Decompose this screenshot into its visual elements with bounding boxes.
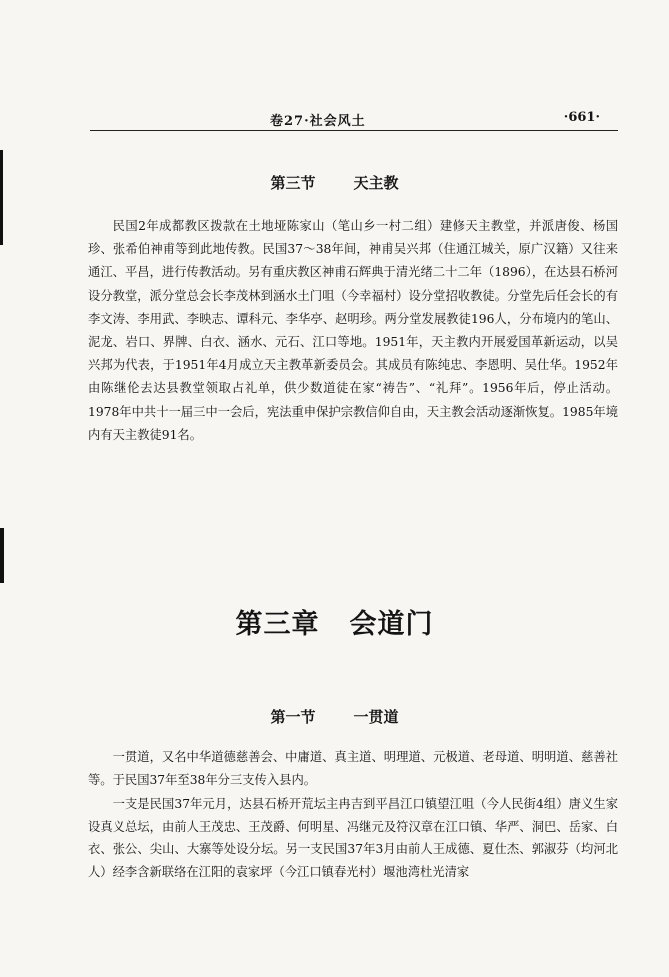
page-number: ·661· xyxy=(563,110,600,125)
body-paragraph: 一贯道，又名中华道德慈善会、中庸道、真主道、明理道、元极道、老母道、明明道、慈善社等。于民国37年至38年分三支传入县内。 xyxy=(88,750,618,787)
section-title: 一贯道 xyxy=(353,708,399,726)
chapter-title: 会道门 xyxy=(349,609,434,640)
body-paragraph: 一支是民国37年元月，达县石桥开荒坛主冉吉到平昌江口镇望江咀（今人民街4组）唐义生家设真义总坛，由前人王茂忠、王茂爵、何明星、冯继元及符汉章在江口镇、华严、洞巴、岳家、白衣、张公、尖山、大寨等处设分坛。另一支民国37年3月由前人王成德、夏仕杰、郭淑芬（均河北人）经李含新联络在江阳的袁家坪（今江口镇春光村）堰池湾杜光清家 xyxy=(88,797,618,879)
scan-edge-mark-top xyxy=(0,150,3,245)
chapter-heading xyxy=(0,602,669,641)
body-paragraph: 民国2年成都教区拨款在土地垭陈家山（笔山乡一村二组）建修天主教堂，并派唐俊、杨国珍、张希伯神甫等到此地传教。民国37～38年间，神甫吴兴邦（住通江城关，原广汉籍）又往来通江、平昌，进行传教活动。另有重庆教区神甫石辉典于清光绪二十二年（1896），在达县石桥河设分教堂，派分堂总会长李茂林到涵水土门咀（今幸福村）设分堂招收教徒。分堂先后任会长的有李文涛、李用武、李映志、谭科元、李华亭、赵明珍。两分堂发展教徒196人，分布境内的笔山、泥龙、岩口、界牌、白衣、涵水、元石、江口等地。1951年，天主教内开展爱国革新运动，以吴兴邦为代表，于1951年4月成立天主教革新委员会。其成员有陈纯忠、李恩明、吴仕华。1952年由陈继伦去达县教堂领取占礼单，供少数道徒在家“祷告”、“礼拜”。1956年后，停止活动。1978年中共十一届三中一会后，宪法重申保护宗教信仰自由，天主教会活动逐渐恢复。1985年境内有天主教徒91名。 xyxy=(88,219,618,442)
running-header xyxy=(90,108,618,131)
section-title: 天主教 xyxy=(353,174,399,192)
section-heading-catholicism xyxy=(0,172,669,193)
section-number: 第三节 xyxy=(270,174,316,192)
section-number: 第一节 xyxy=(270,708,316,726)
header-chapter-title: 卷27·社会风土 xyxy=(270,114,366,129)
section-heading-yiguandao xyxy=(0,706,669,727)
chapter-number: 第三章 xyxy=(235,609,320,640)
scan-edge-mark-middle xyxy=(0,528,4,583)
